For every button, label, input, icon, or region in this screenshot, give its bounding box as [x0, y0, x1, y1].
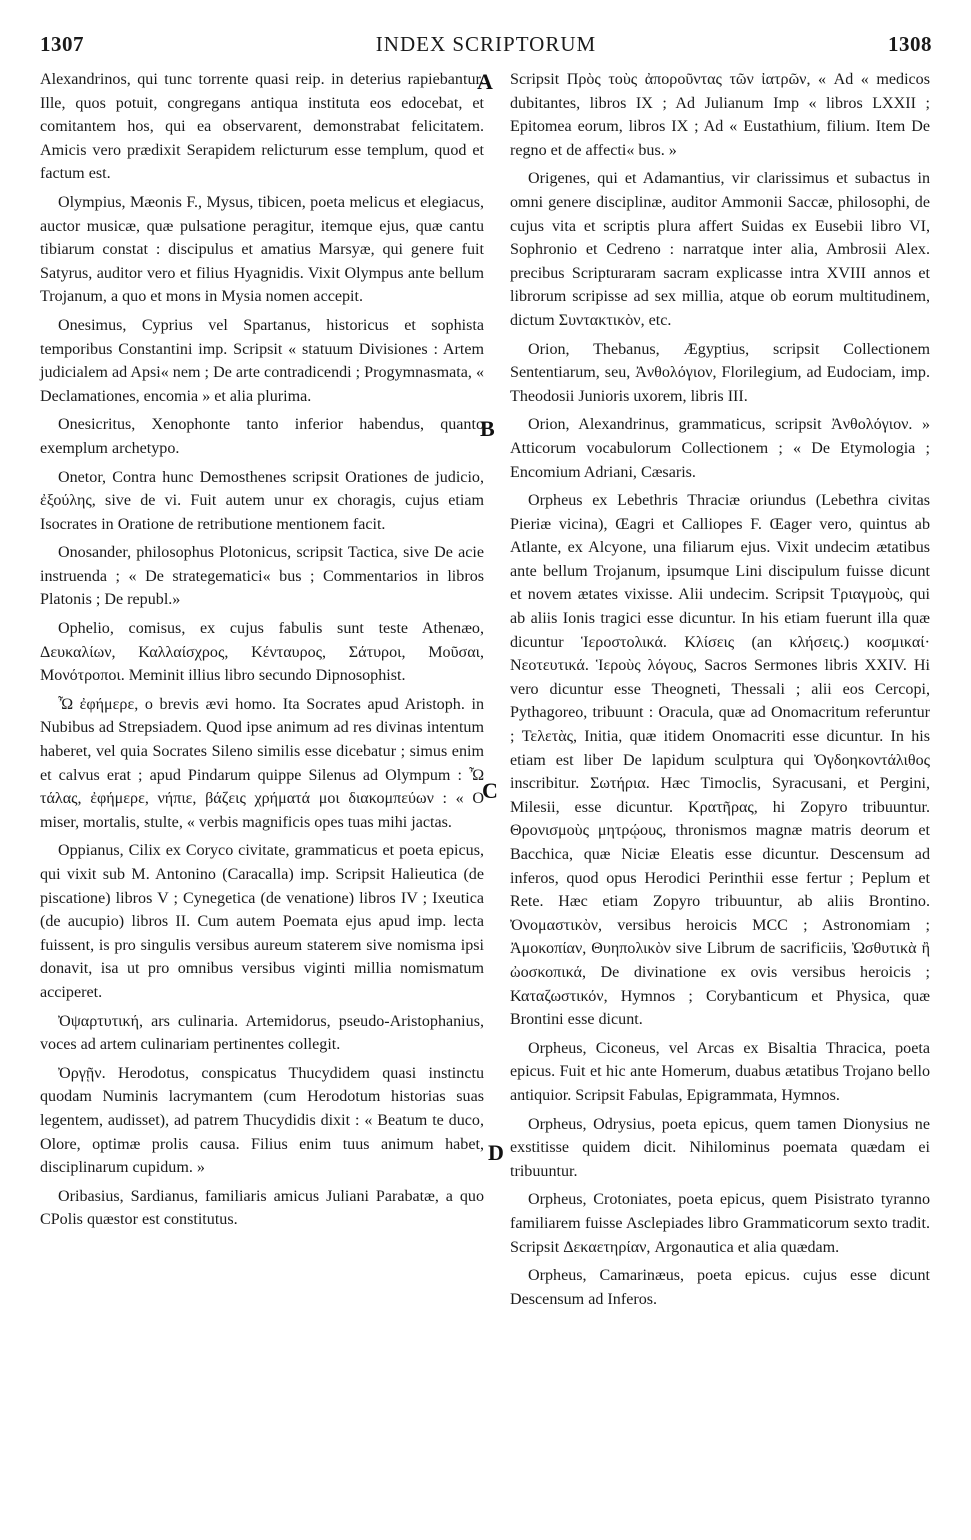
- entry-opsartytike: Ὀψαρτυτική, ars culinaria. Artemidorus, pseudo-Aristophanius, voces ad artem culinariam pertinentes collegit.: [40, 1012, 484, 1054]
- running-header: [40, 32, 932, 62]
- entry-continuation: Alexandrinos, qui tunc torrente quasi reip. in deterius rapiebantur. Ille, quos potuit, congregans antiqua instituta eos edocebat, et comitantem hos, qui ea observarent, demonstrabat felicitatem. Amicis vero prædixit Serapidem relicturum esse templum, quod et factum est.: [40, 71, 484, 183]
- entry-onetor: Onetor, Contra hunc Demosthenes scripsit Orationes de judicio, ἐξούλης, sive de vi. Fuit autem unur ex choragis, cujus etiam Isocrates in Oratione de retributione mentionem facit.: [40, 468, 484, 533]
- right-column: [510, 68, 930, 1316]
- left-page-number: 1307: [40, 32, 84, 56]
- entry-onosander: Onosander, philosophus Plotonicus, scripsit Tactica, sive De acie instruenda ; « De strategematici« bus ; Commentarios in libros Platonis ; De republ.»: [40, 544, 484, 609]
- running-title: INDEX SCRIPTORUM: [375, 32, 597, 56]
- entry-orion-thebanus: Orion, Thebanus, Ægyptius, scripsit Collectionem Sententiarum, seu, Ἀνθολόγιον, Florilegium, ad Eudociam, imp. Theodosii Junioris uxorem, libris III.: [510, 340, 930, 405]
- left-column: [40, 68, 484, 1237]
- margin-letter-d: D: [488, 1140, 504, 1165]
- entry-orpheus-camarinaeus: Orpheus, Camarinæus, poeta epicus. cujus esse dicunt Descensum ad Inferos.: [510, 1267, 930, 1308]
- margin-letter-a: A: [477, 69, 493, 94]
- entry-origenes: Origenes, qui et Adamantius, vir clarissimus et subactus in omni genere disciplinæ, auditor Ammonii Saccæ, philosophi, de cujus vita et scriptis plura affert Suidas ex Eusebii libro VI, Sophronio et Cedreno : narratque inter alia, Ambrosii Alex. precibus Scripturaram sacram explicasse intra XVIII annos et librorum scripisse ad sex millia, atque ob eorum multitudinem, dictum Συντακτικὸν, etc.: [510, 170, 930, 329]
- right-page-number: 1308: [888, 32, 932, 56]
- entry-orpheus-odrysius: Orpheus, Odrysius, poeta epicus, quem tamen Dionysius ne exstitisse quidem dicit. Nihilominus poemata quædam ei tribuuntur.: [510, 1115, 930, 1180]
- entry-onesicritus: Onesicritus, Xenophonte tanto inferior habendus, quanto exemplum archetypo.: [40, 416, 484, 457]
- entry-orgen: Ὀργῇν. Herodotus, conspicatus Thucydidem quasi instinctu quodam Numinis lacrymantem (cum Herodotum historias suas legentem, audisset), ad patrem Thucydidis dixit : « Beatum te duco, Olore, optimæ prolis causa. Filius enim tuus animum habet, disciplinarum cupidum. »: [40, 1064, 484, 1177]
- margin-letter-c: C: [482, 778, 498, 803]
- margin-letter-b: B: [480, 416, 495, 441]
- entry-ophelio: Ophelio, comisus, ex cujus fabulis sunt teste Athenæo, Δευκαλίων, Καλλαίσχρος, Κένταυρος, Σάτυροι, Μοῦσαι, Μονότροποι. Meminit illius libro secundo Dipnosophist.: [40, 620, 484, 685]
- entry-orpheus-crotoniates: Orpheus, Crotoniates, poeta epicus, quem Pisistrato tyranno familiarem fuisse Asclepiades libro Grammaticorum sexto tradit. Scripsit Δεκαετηρίαν, Argonautica et alia quædam.: [510, 1191, 930, 1256]
- entry-oribasius: Oribasius, Sardianus, familiaris amicus Juliani Parabatæ, a quo CPolis quæstor est constitutus.: [40, 1187, 484, 1229]
- entry-o-ephemere: Ὦ ἐφήμερε, o brevis ævi homo. Ita Socrates apud Aristoph. in Nubibus ad Strepsiadem. Quod ipse animum ad res divinas intentum haberet, vel quia Socrates Sileno similis esse dicebatur ; simus enim et calvus erat ; apud Pindarum quippe Silenus ad Olympum : Ὦ τάλας, ἐφήμερε, νήπιε, βάζεις χρήματά μοι διακομπεύων : « O miser, mortalis, stulte, « verbis magnificis opes tuas mihi jactas.: [40, 695, 484, 831]
- entry-onesimus: Onesimus, Cyprius vel Spartanus, historicus et sophista temporibus Constantini imp. Scripsit « statuum Divisiones : Artem judicialem ad Apsi« nem ; De arte contradicendi ; Progymnasmata, « Declamationes, encomia » et alia plurima.: [40, 316, 484, 405]
- entry-olympius: Olympius, Mæonis F., Mysus, tibicen, poeta melicus et elegiacus, auctor musicæ, quæ pulsatione peragitur, itemque ejus, quæ cantu tibiarum constat : discipulus et amatius Marsyæ, qui genere fuit Satyrus, auditor vero et filius Hyagnidis. Vixit Olympus ante bellum Trojanum, a quo et mons in Mysia nomen accepit.: [40, 193, 484, 306]
- entry-orion-alexandrinus: Orion, Alexandrinus, grammaticus, scripsit Ἀνθολόγιον. » Atticorum vocabulorum Collectionem ; « De Etymologia ; Encomium Adriani, Cæsaris.: [510, 416, 930, 481]
- entry-orpheus-ciconeus: Orpheus, Ciconeus, vel Arcas ex Bisaltia Thracica, poeta epicus. Fuit et hic ante Homerum, duabus ætatibus Trojano bello antiquior. Scripsit Fabulas, Epigrammata, Hymnos.: [510, 1039, 930, 1104]
- entry-orpheus-lebethris: Orpheus ex Lebethris Thraciæ oriundus (Lebethra civitas Pieriæ vicina), Œagri et Calliopes F. Œager vero, quintus ab Atlante, ex Alcyone, una filiarum ejus. Vixit undecim ætatibus ante bellum Trojanum, ipsumque Lini discipulum fuisse dicunt et novem ætates vixisse. Alii undecim. Scripsit Τριαγμοὺς, qui ab aliis Ionis tragici esse dicuntur. In his etiam fuerunt illa quæ dicuntur Ἱεροστολικά. Κλίσεις (an κλήσεις.) κοσμικαί· Νεοτευτικά. Ἱεροὺς λόγους, Sacros Sermones libris XXIV. Hi vero dicuntur esse Theogneti, Thessali ; alii eos Cercopi, Pythagoreo, tribuunt : Oracula, quæ ad Onomacritum referuntur ; Τελετὰς, Initia, quæ itidem Onomacriti esse dicuntur. In his etiam est liber De lapidum sculptura qui Ὀγδοηκοντάλιθος inscribitur. Σωτήρια. Hæc Timoclis, Syracusani, et Pergini, Milesii, esse dicuntur. Κρατῆρας, hi Zopyro tribuuntur. Θρονισμοὺς μητρῴους, thronismos magnæ matris deorum et Bacchica, quæ Niciæ Eleatis esse dicuntur. Descensum ad inferos, quod opus Herodici Perinthii esse fertur ; Peplum et Rete. Hæc etiam Zopyro tribuuntur, ab aliis Brontino. Ὀνομαστικὸν, versibus heroicis MCC ; Astronomiam ; Ἀμοκοπίαν, Θυηπολικὸν sive Librum de sacrificiis, Ὠσθυτικὰ ἢ ὠοσκοπικά, De divinatione ex ovis versibus heroicis ; Καταζωστικόν, Hymnos ; Corybanticum et Physica, quæ Brontini esse dicunt.: [510, 492, 930, 1029]
- entry-oppianus: Oppianus, Cilix ex Coryco civitate, grammaticus et poeta epicus, qui vixit sub M. Antonino (Caracalla) imp. Scripsit Halieutica (de piscatione) libros V ; Cynegetica (de venatione) libros IV ; Ixeutica (de aucupio) libros II. Cum autem Poemata ejus apud imp. lecta fuissent, is pro singulis versibus aureum staterem sive nomisma ipsi donavit, isa ut pro omnibus versibus viginti millia nomismatum acciperet.: [40, 842, 484, 1001]
- entry-oribasius-continued: Scripsit Πρὸς τοὺς ἀπορoῦντας τῶν ἰατρῶν, « Ad « medicos dubitantes, libros IX ; Ad Julianum Imp « libros LXXII ; Epitomea eorum, libros IX ; Ad « Eustathium, filium. Item De regno et de affecti« bus. »: [510, 71, 930, 159]
